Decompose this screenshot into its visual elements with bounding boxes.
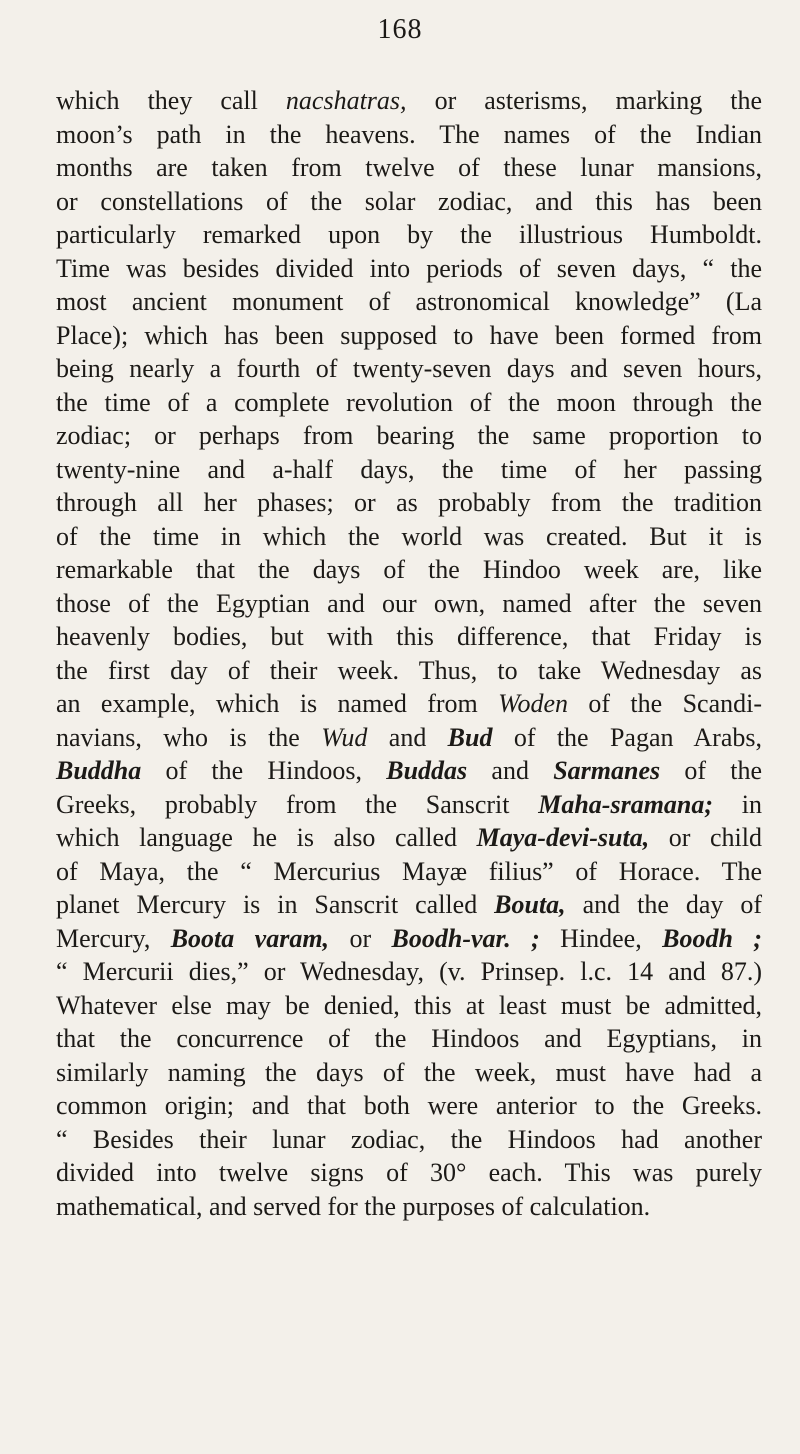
text-line [56, 1089, 762, 1123]
text-line [56, 553, 762, 587]
text-line [56, 1123, 762, 1157]
text-run: which they call [56, 86, 286, 115]
text-run: moon’s path in the heavens. The names of the Indian [56, 119, 762, 149]
text-line [56, 1156, 762, 1190]
bold-italic-term: Maha-sramana; [538, 789, 714, 819]
text-run: which language he is also called [56, 823, 477, 852]
text-run: the first day of their week. Thus, to take Wednesday as [56, 655, 762, 685]
text-run: in [713, 789, 762, 819]
text-line [56, 486, 762, 520]
text-run: navians, who is the [56, 722, 322, 752]
italic-term: Woden [498, 689, 568, 718]
text-run: similarly naming the days of the week, must have had a [56, 1057, 762, 1087]
text-run: of the Hindoos, [141, 756, 387, 785]
text-run: and [467, 756, 554, 785]
text-line [56, 888, 762, 922]
text-run: Time was besides divided into periods of seven days, “ the [56, 253, 762, 283]
text-line [56, 386, 762, 420]
text-line [56, 654, 762, 688]
text-run: divided into twelve signs of 30° each. This was purely [56, 1158, 762, 1187]
text-line [56, 922, 762, 956]
text-line [56, 319, 762, 353]
italic-term: nacshatras, [285, 86, 407, 115]
text-line [56, 620, 762, 654]
text-run: of the [660, 756, 762, 785]
text-line [56, 419, 762, 453]
text-line [56, 754, 762, 788]
text-run: mathematical, and served for the purposes of calculation. [56, 1191, 651, 1221]
text-run: “ Mercurii dies,” or Wednesday, (v. Prinsep. l.c. 14 and 87.) [56, 957, 762, 986]
text-run: particularly remarked upon by the illustrious Humboldt. [56, 220, 762, 249]
text-run: Mercury, [56, 923, 171, 953]
bold-italic-term: Buddas [386, 756, 468, 785]
text-run: most ancient monument of astronomical knowledge” (La [56, 287, 762, 316]
text-line [56, 687, 762, 721]
text-line [56, 1056, 762, 1090]
bold-italic-term: Bouta, [494, 890, 566, 919]
text-line [56, 218, 762, 252]
body-text [56, 84, 762, 1223]
text-line [56, 352, 762, 386]
text-run: or constellations of the solar zodiac, and this has been [56, 186, 762, 216]
text-run: of the Pagan Arabs, [492, 722, 762, 752]
bold-italic-term: Boodh-var. ; [391, 923, 540, 953]
text-run: an example, which is named from [56, 689, 499, 718]
text-line [56, 821, 762, 855]
text-run: zodiac; or perhaps from bearing the same proportion to [56, 421, 762, 450]
text-run: or child [649, 823, 762, 852]
text-run: and the day of [565, 890, 762, 919]
text-run: Hindee, [539, 923, 663, 953]
bold-italic-term: Bud [447, 722, 493, 752]
text-run: of Maya, the “ Mercurius Mayæ filius” of Horace. The [56, 856, 762, 886]
text-line [56, 989, 762, 1023]
bold-italic-term: Maya-devi-suta, [476, 823, 650, 852]
text-line [56, 721, 762, 755]
italic-term: Wud [321, 722, 368, 752]
text-run: of the time in which the world was created. But it is [56, 521, 762, 551]
text-run: through all her phases; or as probably from the tradition [56, 488, 762, 517]
text-run: or asterisms, marking the [406, 86, 762, 115]
text-line [56, 151, 762, 185]
bold-italic-term: Boodh ; [662, 923, 762, 953]
text-line [56, 955, 762, 989]
text-run: Whatever else may be denied, this at least must be admitted, [56, 990, 762, 1020]
page-number: 168 [377, 14, 423, 45]
text-run: “ Besides their lunar zodiac, the Hindoos had another [56, 1124, 762, 1154]
bold-italic-term: Buddha [56, 756, 142, 785]
text-line [56, 252, 762, 286]
bold-italic-term: Sarmanes [553, 756, 661, 785]
text-run: Place); which has been supposed to have been formed from [56, 320, 762, 350]
text-line [56, 84, 762, 118]
text-run: those of the Egyptian and our own, named after the seven [56, 588, 762, 618]
text-run: Greeks, probably from the Sanscrit [56, 789, 539, 819]
text-line [56, 453, 762, 487]
text-run: common origin; and that both were anterior to the Greeks. [56, 1091, 762, 1120]
text-run: remarkable that the days of the Hindoo week are, like [56, 555, 762, 584]
text-run: months are taken from twelve of these lunar mansions, [56, 153, 762, 182]
text-line [56, 520, 762, 554]
text-run: that the concurrence of the Hindoos and Egyptians, in [56, 1024, 762, 1053]
text-line [56, 1022, 762, 1056]
text-line [56, 788, 762, 822]
text-line [56, 1190, 762, 1224]
text-run: of the Scandi- [567, 689, 762, 718]
text-run: twenty-nine and a-half days, the time of her passing [56, 454, 762, 484]
text-run: and [367, 722, 448, 752]
text-line [56, 185, 762, 219]
text-line [56, 855, 762, 889]
text-run: or [329, 923, 392, 953]
text-line [56, 118, 762, 152]
text-run: the time of a complete revolution of the moon through the [56, 387, 762, 417]
text-run: planet Mercury is in Sanscrit called [56, 890, 495, 919]
text-run: heavenly bodies, but with this difference, that Friday is [56, 622, 762, 651]
text-run: being nearly a fourth of twenty-seven days and seven hours, [56, 354, 762, 383]
text-line [56, 587, 762, 621]
bold-italic-term: Boota varam, [170, 923, 330, 953]
text-line [56, 285, 762, 319]
